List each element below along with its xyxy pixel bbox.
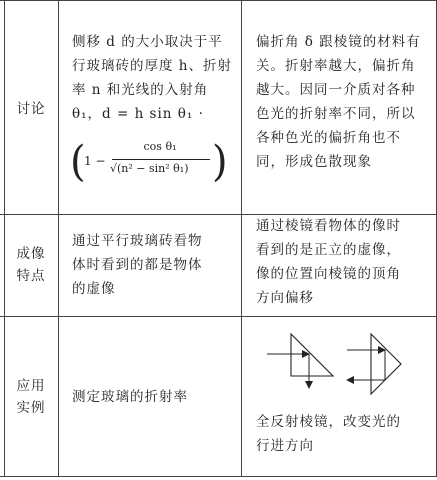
table-top-border: [0, 0, 437, 1]
table-bottom-border: [0, 476, 437, 477]
text-line: 色光的折射率不同，所以: [256, 106, 416, 122]
text-line: 各种色光的偏折角也不: [256, 130, 401, 146]
formula-denominator: √(n² − sin² θ₁): [110, 162, 189, 175]
text-line: 偏折角 δ 跟棱镜的材料有: [256, 34, 421, 50]
row-divider: [0, 316, 437, 317]
offset-formula: [70, 137, 228, 187]
cell-glass-application: [72, 385, 242, 409]
total-reflection-prism-diagram: [247, 330, 437, 400]
row-label-application: 应用 实例: [16, 378, 46, 416]
text-line: 同，形成色散现象: [256, 154, 372, 170]
text-line: 测定玻璃的折射率: [72, 389, 188, 405]
right-paren: ): [212, 137, 228, 187]
text-line: 像的位置向棱镜的顶角: [256, 266, 401, 282]
cell-glass-imaging: [72, 229, 242, 301]
text-line: 看到的是正立的虚像，: [256, 242, 401, 258]
row-label-imaging: 成像 特点: [16, 246, 46, 284]
text-line: 行进方向: [256, 438, 314, 454]
formula-fraction: [110, 142, 210, 184]
text-line: 率 n 和光线的入射角: [72, 82, 209, 98]
text-line: 通过棱镜看物体的像时: [256, 218, 401, 234]
text-line: 侧移 d 的大小取决于平: [72, 34, 223, 50]
cell-glass-discussion: [72, 30, 242, 126]
column-divider: [58, 0, 59, 477]
right-prism: [371, 334, 401, 394]
text-line: 的虚像: [72, 281, 116, 297]
cell-prism-discussion: [256, 30, 434, 174]
row-label-discussion: 讨论: [16, 101, 46, 117]
formula-numerator: cos θ₁: [143, 140, 177, 153]
fraction-bar: [112, 159, 210, 160]
cell-prism-imaging: [256, 214, 434, 310]
text-line: 越大。因同一介质对各种: [256, 82, 416, 98]
left-paren: (: [70, 137, 86, 187]
text-line: 方向偏移: [256, 290, 314, 306]
formula-minus: 1 −: [84, 154, 106, 168]
cell-prism-application: [256, 410, 434, 458]
text-line: 关。折射率越大，偏折角: [256, 58, 416, 74]
text-line: 体时看到的都是物体: [72, 257, 203, 273]
text-line: θ₁，d = h sin θ₁ ·: [72, 106, 204, 122]
text-line: 全反射棱镜，改变光的: [256, 414, 401, 430]
text-line: 通过平行玻璃砖看物: [72, 233, 203, 249]
left-prism: [291, 334, 333, 376]
text-line: 行玻璃砖的厚度 h、折射: [72, 58, 232, 74]
